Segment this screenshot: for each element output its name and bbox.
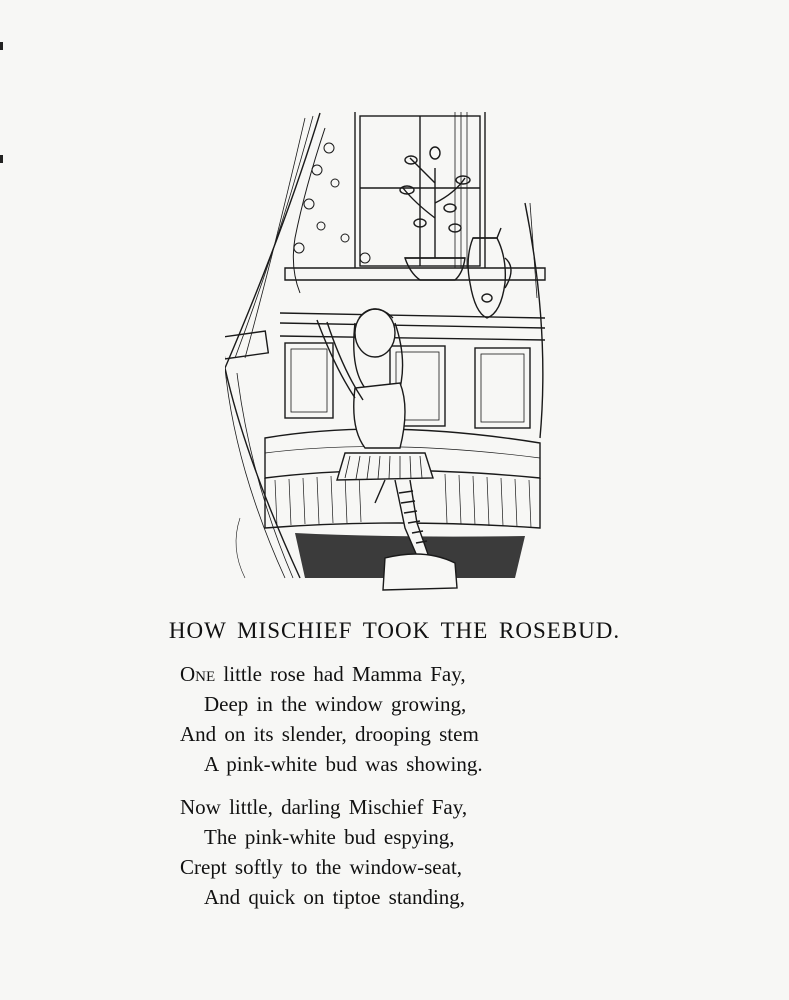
stanza-1-line-4: A pink-white bud was showing. [204, 752, 483, 776]
engraving-illustration [225, 108, 555, 593]
poem-title: HOW MISCHIEF TOOK THE ROSEBUD. [168, 618, 621, 643]
stanza-1-line-1 [180, 659, 483, 689]
stanza-1 [180, 659, 483, 779]
pitcher [468, 228, 511, 318]
stanza-1-line-3: And on its slender, drooping stem [180, 722, 479, 746]
line-text: little rose had Mamma Fay, [215, 662, 466, 686]
stanza-2-line-1: Now little, darling Mischief Fay, [180, 795, 468, 819]
stanza-2-line-3: Crept softly to the window-seat, [180, 855, 463, 879]
window [355, 112, 485, 268]
stanza-2 [180, 792, 467, 912]
stanza-2-line-2: The pink-white bud espying, [204, 825, 455, 849]
stanza-1-line-2: Deep in the window growing, [204, 692, 467, 716]
margin-mark [0, 155, 3, 163]
potted-rosebush [400, 147, 470, 280]
margin-mark [0, 42, 3, 50]
stanza-2-line-4: And quick on tiptoe standing, [204, 885, 466, 909]
girl-figure [317, 309, 433, 563]
wainscot-panels [280, 336, 545, 428]
drop-word: One [180, 662, 216, 686]
